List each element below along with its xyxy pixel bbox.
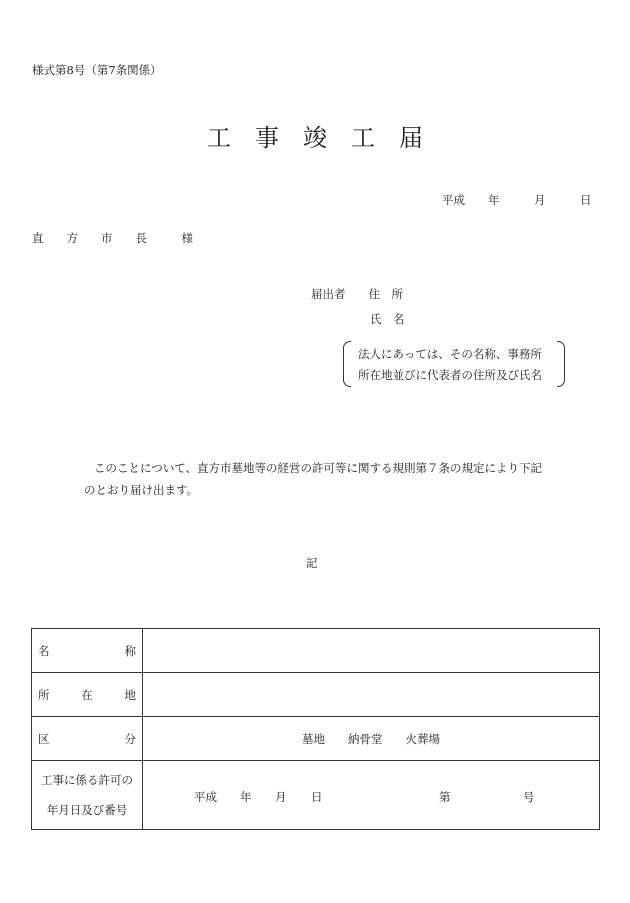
corporate-note-line1: 法人にあっては、その名称、事務所 xyxy=(358,347,542,361)
filer-name-label: 氏 名 xyxy=(370,312,405,326)
body-text-line1: このことについて、直方市墓地等の経営の許可等に関する規則第７条の規定により下記 xyxy=(94,461,543,475)
permit-label-cell xyxy=(32,761,143,830)
table-row xyxy=(32,629,600,673)
category-options: 墓地 納骨堂 火葬場 xyxy=(302,731,440,746)
table-row xyxy=(32,717,600,761)
name-value-cell[interactable] xyxy=(143,629,600,673)
table-row xyxy=(32,761,600,830)
location-label-c: 地 xyxy=(124,687,136,702)
location-label-cell xyxy=(32,673,143,717)
filer-address-label: 届出者 住 所 xyxy=(311,287,403,301)
name-label-b: 称 xyxy=(124,643,136,658)
submission-date: 平成 年 月 日 xyxy=(442,193,592,207)
category-label-b: 分 xyxy=(124,731,136,746)
page-title: 工 事 竣 工 届 xyxy=(207,124,423,152)
permit-year-label: 年 xyxy=(240,790,252,804)
table-row xyxy=(32,673,600,717)
body-text-line2: のとおり届け出ます。 xyxy=(84,483,199,497)
permit-number-suffix: 号 xyxy=(523,790,535,804)
permit-label-line2: 年月日及び番号 xyxy=(46,803,128,817)
name-label-cell xyxy=(32,629,143,673)
details-table xyxy=(31,628,600,830)
location-label-a: 所 xyxy=(38,687,50,702)
permit-label-line1: 工事に係る許可の xyxy=(41,773,133,787)
ki-heading: 記 xyxy=(306,556,318,570)
addressee: 直 方 市 長 様 xyxy=(32,231,193,245)
location-label-b: 在 xyxy=(81,687,93,702)
corporate-note-line2: 所在地並びに代表者の住所及び氏名 xyxy=(358,368,542,382)
permit-era: 平成 xyxy=(194,790,217,804)
permit-month-label: 月 xyxy=(275,790,287,804)
permit-number-prefix: 第 xyxy=(439,790,451,804)
permit-day-label: 日 xyxy=(311,790,323,804)
form-number: 様式第8号（第7条関係） xyxy=(32,63,162,77)
category-label-a: 区 xyxy=(38,731,50,746)
location-value-cell[interactable] xyxy=(143,673,600,717)
category-label-cell xyxy=(32,717,143,761)
permit-value-cell[interactable] xyxy=(143,761,600,830)
category-value-cell[interactable] xyxy=(143,717,600,761)
name-label-a: 名 xyxy=(38,643,50,658)
